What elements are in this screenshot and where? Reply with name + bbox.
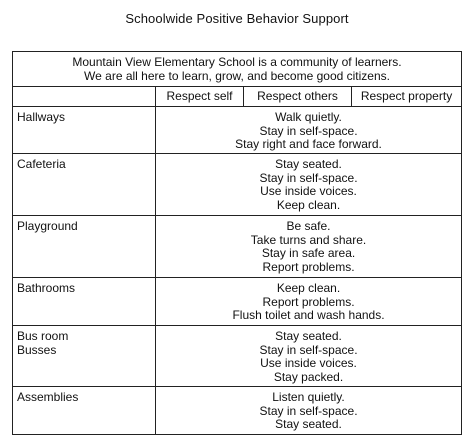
rule-text: Report problems. [262,259,355,274]
rule-text: Stay right and face forward. [235,137,382,151]
location-label: Bus room [17,329,69,343]
rule-text: Use inside voices. [260,184,357,198]
location-label: Bathrooms [17,281,76,295]
rules-cell [156,216,462,278]
location-cell [13,216,156,278]
rules-cell [156,154,462,216]
rule-text: Stay in safe area. [261,246,356,260]
column-header-row [13,87,462,107]
rules-cell [156,326,462,387]
rule-text: Walk quietly. [275,110,342,124]
rule-text: Stay seated. [275,417,342,431]
location-cell [13,326,156,387]
intro-cell [13,52,462,87]
column-header-respect-self: Respect self [156,87,244,107]
table-row [13,216,462,278]
rule-text: Stay packed. [273,369,344,384]
location-cell [13,387,156,435]
rule-text: Keep clean. [276,197,341,212]
rules-cell [156,278,462,326]
intro-line-2: We are all here to learn, grow, and become good citizens. [84,69,390,83]
rule-text: Keep clean. [276,281,341,295]
rule-text: Stay in self-space. [259,342,358,357]
table-row [13,107,462,154]
location-cell [13,278,156,326]
rule-text: Listen quietly. [272,390,345,404]
corner-header-cell [13,87,156,107]
rule-text: Stay in self-space. [259,403,358,418]
rule-text: Stay seated. [275,157,342,171]
rule-text: Report problems. [262,294,355,309]
rule-text: Take turns and share. [250,232,367,247]
location-label: Assemblies [17,390,79,404]
rules-cell [156,107,462,154]
table-row [13,154,462,216]
location-label: Playground [17,219,78,233]
intro-row [13,52,462,87]
rule-text: Be safe. [286,219,331,233]
location-label: Cafeteria [17,157,66,171]
location-cell [13,107,156,154]
column-header-respect-property: Respect property [352,87,462,107]
location-label: Busses [17,342,57,357]
table-row [13,326,462,387]
page-title: Schoolwide Positive Behavior Support [125,11,349,26]
behavior-matrix-table [12,51,462,435]
rule-text: Use inside voices. [260,356,357,370]
intro-line-1: Mountain View Elementary School is a community of learners. [72,55,402,69]
rule-text: Stay seated. [275,329,342,343]
rules-cell [156,387,462,435]
rule-text: Flush toilet and wash hands. [232,308,385,322]
location-label: Hallways [17,110,66,124]
rule-text: Stay in self-space. [259,170,358,185]
rule-text: Stay in self-space. [259,123,358,138]
column-header-respect-others: Respect others [244,87,352,107]
table-row [13,387,462,435]
table-row [13,278,462,326]
location-cell [13,154,156,216]
